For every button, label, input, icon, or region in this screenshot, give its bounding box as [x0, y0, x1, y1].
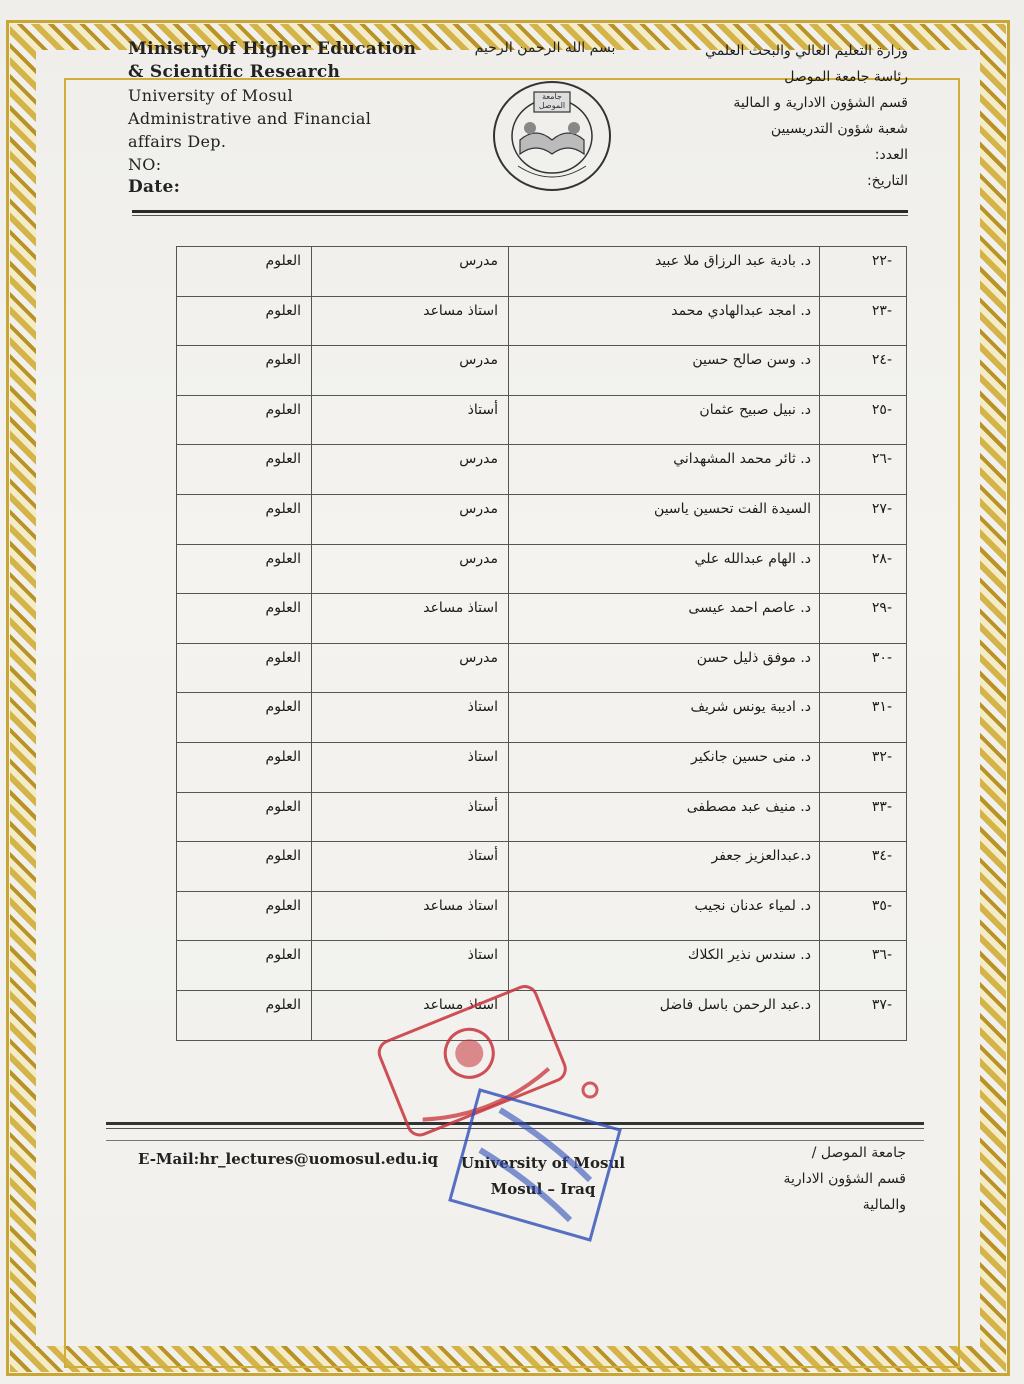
number-cell	[820, 445, 907, 495]
header-en-line: Administrative and Financial	[128, 109, 372, 128]
footer-ar-line: جامعة الموصل /	[811, 1145, 906, 1161]
number-cell-text: -٣٤	[871, 848, 892, 865]
number-cell	[820, 742, 907, 792]
name-cell	[509, 891, 820, 941]
table-row	[177, 941, 907, 991]
number-cell-text: -٣١	[871, 699, 892, 716]
number-cell-text: -٢٤	[871, 352, 892, 369]
name-cell-text: د. ثائر محمد المشهداني	[673, 451, 811, 468]
number-cell-text: -٣٠	[871, 649, 892, 666]
header-ar-line: قسم الشؤون الادارية و المالية	[733, 95, 908, 111]
department-cell	[177, 891, 312, 941]
department-cell	[177, 594, 312, 644]
name-cell-text: د. عاصم احمد عيسى	[688, 600, 811, 617]
number-cell	[820, 594, 907, 644]
number-cell	[820, 346, 907, 396]
name-cell-text: د. نبيل صبيح عثمان	[699, 401, 811, 418]
number-cell	[820, 693, 907, 743]
rank-cell-text: استاذ	[467, 699, 498, 716]
department-cell	[177, 494, 312, 544]
footer-email: E-Mail:hr_lectures@uomosul.edu.iq	[138, 1150, 439, 1168]
name-cell	[509, 544, 820, 594]
header-en-line: Ministry of Higher Education	[128, 39, 417, 59]
blue-stamp	[440, 1050, 640, 1250]
header-ar-number: العدد:	[874, 147, 908, 163]
header-en-line: & Scientific Research	[128, 62, 341, 82]
name-cell	[509, 941, 820, 991]
department-cell-text: العلوم	[265, 500, 301, 517]
department-cell-text: العلوم	[265, 699, 301, 716]
name-cell	[509, 296, 820, 346]
rank-cell-text: أستاذ	[467, 848, 498, 865]
department-cell	[177, 296, 312, 346]
rank-cell-text: مدرس	[459, 451, 498, 468]
number-cell-text: -٢٦	[871, 451, 892, 468]
department-cell-text: العلوم	[265, 947, 301, 964]
header-en-line: University of Mosul	[128, 86, 293, 105]
department-cell	[177, 842, 312, 892]
department-cell	[177, 395, 312, 445]
number-cell-text: -٣٢	[871, 748, 892, 765]
rank-cell	[312, 247, 509, 297]
rank-cell	[312, 891, 509, 941]
header-en-no: NO:	[128, 155, 162, 174]
number-cell	[820, 990, 907, 1040]
logo-caption: جامعة الموصل	[538, 92, 566, 110]
table-row	[177, 891, 907, 941]
rank-cell	[312, 395, 509, 445]
rank-cell	[312, 742, 509, 792]
table-row	[177, 842, 907, 892]
department-cell	[177, 544, 312, 594]
name-cell-text: د. اديبة يونس شريف	[690, 699, 811, 716]
name-cell-text: د. منيف عبد مصطفى	[686, 798, 811, 815]
number-cell	[820, 643, 907, 693]
department-cell-text: العلوم	[265, 302, 301, 319]
rank-cell-text: استاذ مساعد	[423, 302, 498, 319]
department-cell-text: العلوم	[265, 649, 301, 666]
table-row	[177, 494, 907, 544]
department-cell	[177, 941, 312, 991]
name-cell-text: د.عبدالعزيز جعفر	[711, 848, 811, 865]
rank-cell	[312, 941, 509, 991]
number-cell	[820, 395, 907, 445]
number-cell-text: -٣٣	[871, 798, 892, 815]
department-cell-text: العلوم	[265, 600, 301, 617]
number-cell-text: -٣٥	[871, 897, 892, 914]
header-english	[128, 38, 417, 199]
rank-cell	[312, 594, 509, 644]
rank-cell	[312, 296, 509, 346]
footer-address-line: Mosul – Iraq	[490, 1180, 596, 1198]
number-cell	[820, 247, 907, 297]
number-cell	[820, 544, 907, 594]
department-cell-text: العلوم	[265, 550, 301, 567]
rank-cell	[312, 792, 509, 842]
rank-cell-text: مدرس	[459, 550, 498, 567]
department-cell	[177, 445, 312, 495]
rank-cell	[312, 445, 509, 495]
header-en-line: affairs Dep.	[128, 132, 227, 151]
department-cell	[177, 346, 312, 396]
table-row	[177, 742, 907, 792]
header-divider-thin	[132, 215, 908, 216]
rank-cell-text: أستاذ	[467, 798, 498, 815]
number-cell-text: -٢٧	[871, 500, 892, 517]
rank-cell	[312, 842, 509, 892]
header-en-date: Date:	[128, 177, 181, 197]
number-cell-text: -٣٦	[871, 947, 892, 964]
name-cell-text: د.عبد الرحمن باسل فاضل	[659, 996, 811, 1013]
name-cell-text: د. امجد عبدالهادي محمد	[671, 302, 811, 319]
name-cell-text: د. الهام عبدالله علي	[694, 550, 811, 567]
rank-cell	[312, 494, 509, 544]
department-cell-text: العلوم	[265, 748, 301, 765]
name-cell-text: د. لمياء عدنان نجيب	[694, 897, 811, 914]
name-cell-text: السيدة الفت تحسين ياسين	[654, 500, 811, 517]
table-row	[177, 247, 907, 297]
rank-cell-text: استاذ	[467, 748, 498, 765]
rank-cell	[312, 544, 509, 594]
name-cell-text: د. منى حسين جانكير	[691, 748, 811, 765]
footer-ar-line: قسم الشؤون الادارية	[783, 1171, 906, 1187]
table-row	[177, 346, 907, 396]
number-cell-text: -٢٩	[871, 600, 892, 617]
rank-cell	[312, 643, 509, 693]
rank-cell	[312, 346, 509, 396]
basmala: بسم الله الرحمن الرحيم	[474, 40, 616, 56]
table-row	[177, 544, 907, 594]
staff-table	[176, 246, 907, 1041]
header-ar-line: رئاسة جامعة الموصل	[784, 69, 908, 85]
department-cell-text: العلوم	[265, 798, 301, 815]
department-cell	[177, 643, 312, 693]
name-cell	[509, 395, 820, 445]
rank-cell	[312, 693, 509, 743]
number-cell-text: -٢٣	[871, 302, 892, 319]
rank-cell-text: استاذ	[467, 947, 498, 964]
header-ar-line: شعبة شؤون التدريسيين	[770, 121, 908, 137]
name-cell	[509, 494, 820, 544]
footer-ar-line: والمالية	[862, 1197, 906, 1213]
rank-cell-text: استاذ مساعد	[423, 897, 498, 914]
number-cell	[820, 494, 907, 544]
department-cell-text: العلوم	[265, 401, 301, 418]
table-row	[177, 792, 907, 842]
department-cell-text: العلوم	[265, 451, 301, 468]
header-ar-date: التاريخ:	[866, 173, 908, 189]
footer-arabic	[706, 1140, 906, 1218]
name-cell	[509, 842, 820, 892]
department-cell	[177, 792, 312, 842]
department-cell	[177, 990, 312, 1040]
name-cell-text: د. وسن صالح حسين	[692, 352, 811, 369]
table-row	[177, 643, 907, 693]
name-cell	[509, 594, 820, 644]
header-ar-line: وزارة التعليم العالي والبحث العلمي	[705, 43, 908, 59]
rank-cell-text: مدرس	[459, 352, 498, 369]
table-row	[177, 296, 907, 346]
footer-address-line: University of Mosul	[460, 1154, 626, 1172]
table-row	[177, 594, 907, 644]
number-cell	[820, 792, 907, 842]
table-row	[177, 693, 907, 743]
department-cell-text: العلوم	[265, 848, 301, 865]
rank-cell-text: استاذ مساعد	[423, 996, 498, 1013]
name-cell-text: د. سندس نذير الكلاك	[687, 947, 811, 964]
department-cell-text: العلوم	[265, 996, 301, 1013]
table-row	[177, 445, 907, 495]
name-cell	[509, 346, 820, 396]
number-cell	[820, 296, 907, 346]
number-cell	[820, 941, 907, 991]
rank-cell-text: مدرس	[459, 500, 498, 517]
department-cell	[177, 247, 312, 297]
number-cell-text: -٢٥	[871, 401, 892, 418]
name-cell	[509, 643, 820, 693]
header-divider	[132, 210, 908, 213]
name-cell	[509, 247, 820, 297]
number-cell	[820, 891, 907, 941]
name-cell	[509, 792, 820, 842]
rank-cell-text: مدرس	[459, 649, 498, 666]
number-cell-text: -٢٨	[871, 550, 892, 567]
header-arabic	[648, 38, 908, 194]
department-cell-text: العلوم	[265, 253, 301, 269]
name-cell	[509, 742, 820, 792]
number-cell-text: -٢٢	[871, 253, 892, 269]
name-cell-text: د. بادية عبد الرزاق ملا عبيد	[654, 253, 811, 269]
name-cell-text: د. موفق ذليل حسن	[696, 649, 811, 666]
name-cell	[509, 445, 820, 495]
number-cell-text: -٣٧	[871, 996, 892, 1013]
department-cell-text: العلوم	[265, 352, 301, 369]
name-cell	[509, 693, 820, 743]
rank-cell-text: استاذ مساعد	[423, 600, 498, 617]
rank-cell-text: مدرس	[459, 253, 498, 269]
number-cell	[820, 842, 907, 892]
rank-cell-text: أستاذ	[467, 401, 498, 418]
table-row	[177, 395, 907, 445]
department-cell-text: العلوم	[265, 897, 301, 914]
department-cell	[177, 742, 312, 792]
department-cell	[177, 693, 312, 743]
